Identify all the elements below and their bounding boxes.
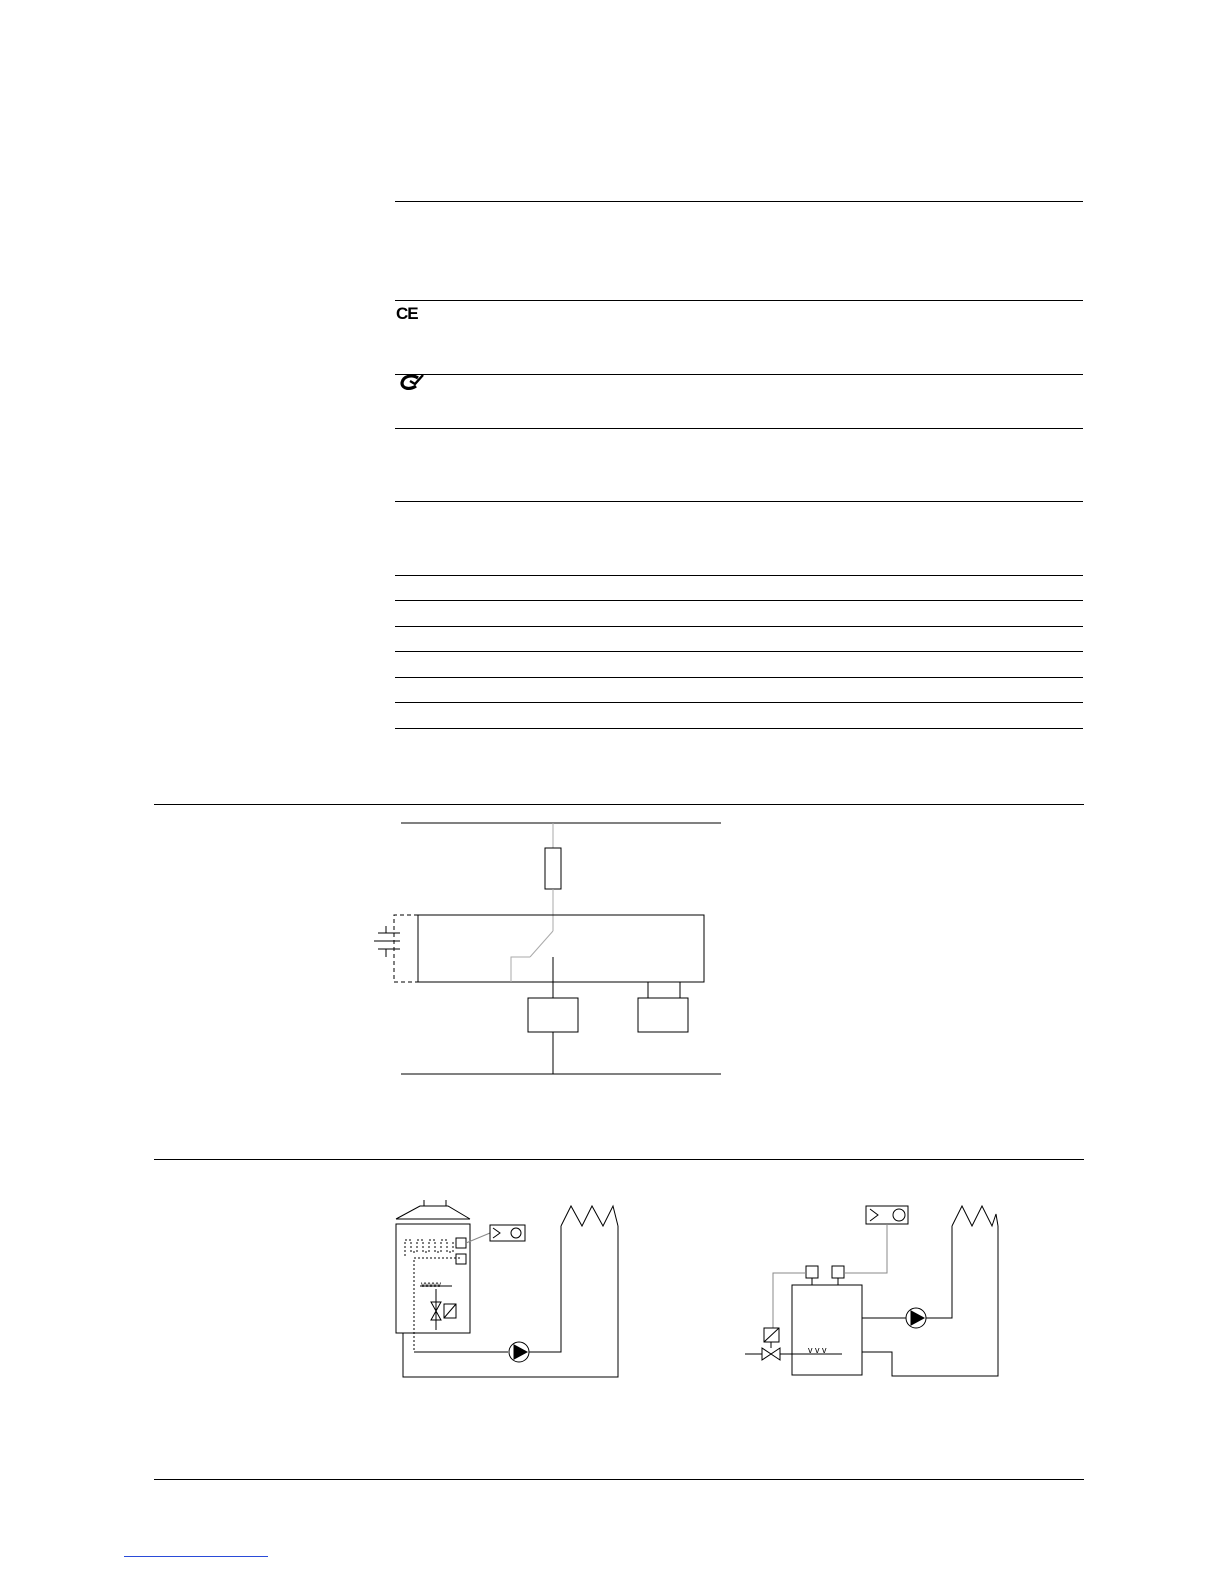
valve-2-right [771, 1348, 780, 1360]
valve-actuator-2-slash [764, 1328, 779, 1342]
return-pipe-2 [862, 1226, 998, 1376]
burner-flames: vvvvv [421, 1280, 441, 1289]
flow-up [926, 1226, 952, 1318]
sensor-1 [806, 1266, 818, 1278]
footer-link-underline[interactable] [124, 1556, 268, 1557]
sensor-2 [832, 1266, 844, 1278]
tank-flames: v v v [808, 1345, 827, 1355]
radiator-2 [952, 1206, 998, 1226]
controller-arrow-2 [870, 1209, 878, 1221]
storage-tank [792, 1285, 862, 1375]
sensor-link [773, 1273, 806, 1328]
valve-2-left [762, 1348, 771, 1360]
ce-mark-logo: CE [396, 304, 418, 323]
controller-dial-2 [893, 1209, 905, 1221]
tank-controller [866, 1206, 908, 1224]
pump-2-arrow [911, 1311, 924, 1325]
controller-link [845, 1224, 887, 1273]
